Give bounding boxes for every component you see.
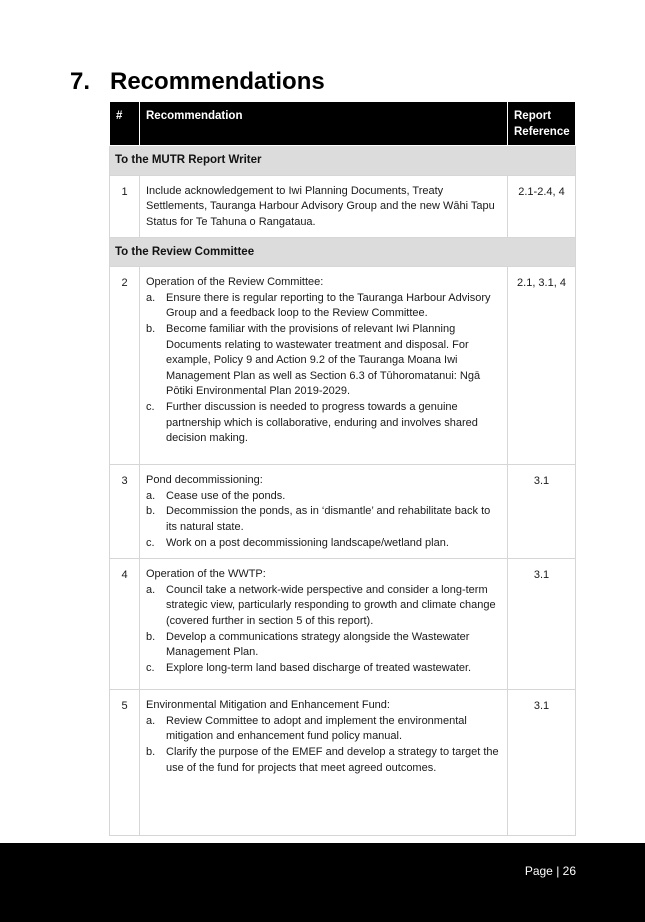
section-row-review [110, 237, 576, 267]
list-marker: b. [146, 505, 156, 518]
header-number: # [110, 102, 140, 146]
header-recommendation: Recommendation [140, 102, 508, 146]
list-marker: b. [146, 745, 156, 758]
row-number: 4 [110, 559, 140, 690]
list-item [146, 583, 500, 630]
row-text: Include acknowledgement to Iwi Planning Documents, Treaty Settlements, Tauranga Harbour Advisory Group and the new Wāhi Tapu Status for Te Tahuna o Rangataua. [140, 175, 508, 237]
list-item [146, 745, 500, 776]
list-marker: c. [146, 661, 155, 674]
row-reference: 2.1-2.4, 4 [508, 175, 576, 237]
section-heading [70, 68, 325, 96]
row-body [140, 267, 508, 465]
list-item [146, 504, 500, 535]
list-text: Become familiar with the provisions of relevant Iwi Planning Documents relating to wastewater treatment and disposal. For example, Policy 9 and Action 9.2 of the Tauranga Moana Iwi Management Plan as well as Section 6.3 of Tūhoromatanui: Ngā Pōtiki Environmental Plan 2019-2029. [166, 322, 481, 398]
row-reference: 3.1 [508, 559, 576, 690]
row-intro: Environmental Mitigation and Enhancement Fund: [146, 699, 390, 712]
row-number: 1 [110, 175, 140, 237]
list-text: Develop a communications strategy alongside the Wastewater Management Plan. [166, 630, 470, 659]
header-report-reference [508, 102, 576, 146]
list-item [146, 536, 500, 552]
list-item [146, 661, 500, 677]
header-ref-line2: Reference [514, 125, 570, 138]
header-ref-line1: Report [514, 110, 552, 122]
row-number: 5 [110, 690, 140, 836]
list-marker: c. [146, 536, 155, 549]
section-label: To the MUTR Report Writer [110, 146, 576, 176]
list-marker: a. [146, 489, 156, 502]
row-body [140, 465, 508, 559]
list-text: Explore long-term land based discharge of treated wastewater. [166, 661, 472, 674]
list-text: Work on a post decommissioning landscape/wetland plan. [166, 536, 449, 549]
list-item [146, 322, 500, 400]
row-body [140, 559, 508, 690]
list-marker: b. [146, 322, 156, 335]
list-text: Clarify the purpose of the EMEF and develop a strategy to target the use of the fund for projects that meet agreed outcomes. [166, 745, 499, 774]
table-row [110, 559, 576, 690]
sub-list [146, 583, 500, 677]
page-number: Page | 26 [524, 864, 576, 878]
sub-list [146, 291, 500, 447]
table-row [110, 690, 576, 836]
row-reference: 2.1, 3.1, 4 [508, 267, 576, 465]
list-marker: b. [146, 630, 156, 643]
recommendations-table [109, 101, 576, 836]
page-footer [0, 843, 645, 922]
list-marker: a. [146, 714, 156, 727]
list-marker: c. [146, 400, 155, 413]
row-body [140, 690, 508, 836]
list-text: Decommission the ponds, as in ‘dismantle’ and rehabilitate back to its natural state. [166, 505, 491, 533]
section-label: To the Review Committee [110, 237, 576, 267]
table-row [110, 175, 576, 237]
section-title: Recommendations [110, 68, 325, 95]
list-item [146, 630, 500, 661]
table-header-row [110, 102, 576, 146]
row-intro: Operation of the WWTP: [146, 568, 266, 581]
sub-list [146, 714, 500, 776]
list-marker: a. [146, 291, 156, 304]
list-item [146, 714, 500, 745]
row-intro: Operation of the Review Committee: [146, 276, 324, 289]
row-intro: Pond decommissioning: [146, 474, 263, 487]
list-text: Review Committee to adopt and implement the environmental mitigation and enhancement fund policy manual. [166, 714, 467, 743]
table-row [110, 267, 576, 465]
section-number: 7. [70, 68, 91, 95]
row-number: 2 [110, 267, 140, 465]
row-reference: 3.1 [508, 690, 576, 836]
list-item [146, 489, 500, 505]
table-row [110, 465, 576, 559]
list-text: Further discussion is needed to progress towards a genuine partnership which is collaborative, enduring and involves shared decision making. [166, 400, 478, 445]
section-row-mutr [110, 146, 576, 176]
list-item [146, 291, 500, 322]
list-text: Cease use of the ponds. [166, 489, 286, 502]
sub-list [146, 489, 500, 551]
row-number: 3 [110, 465, 140, 559]
row-reference: 3.1 [508, 465, 576, 559]
list-text: Ensure there is regular reporting to the Tauranga Harbour Advisory Group and a feedback loop to the Review Committee. [166, 291, 491, 320]
list-marker: a. [146, 583, 156, 596]
list-item [146, 400, 500, 447]
list-text: Council take a network-wide perspective and consider a long-term strategic view, particularly responding to growth and climate change (covered further in section 5 of this report). [166, 583, 496, 627]
